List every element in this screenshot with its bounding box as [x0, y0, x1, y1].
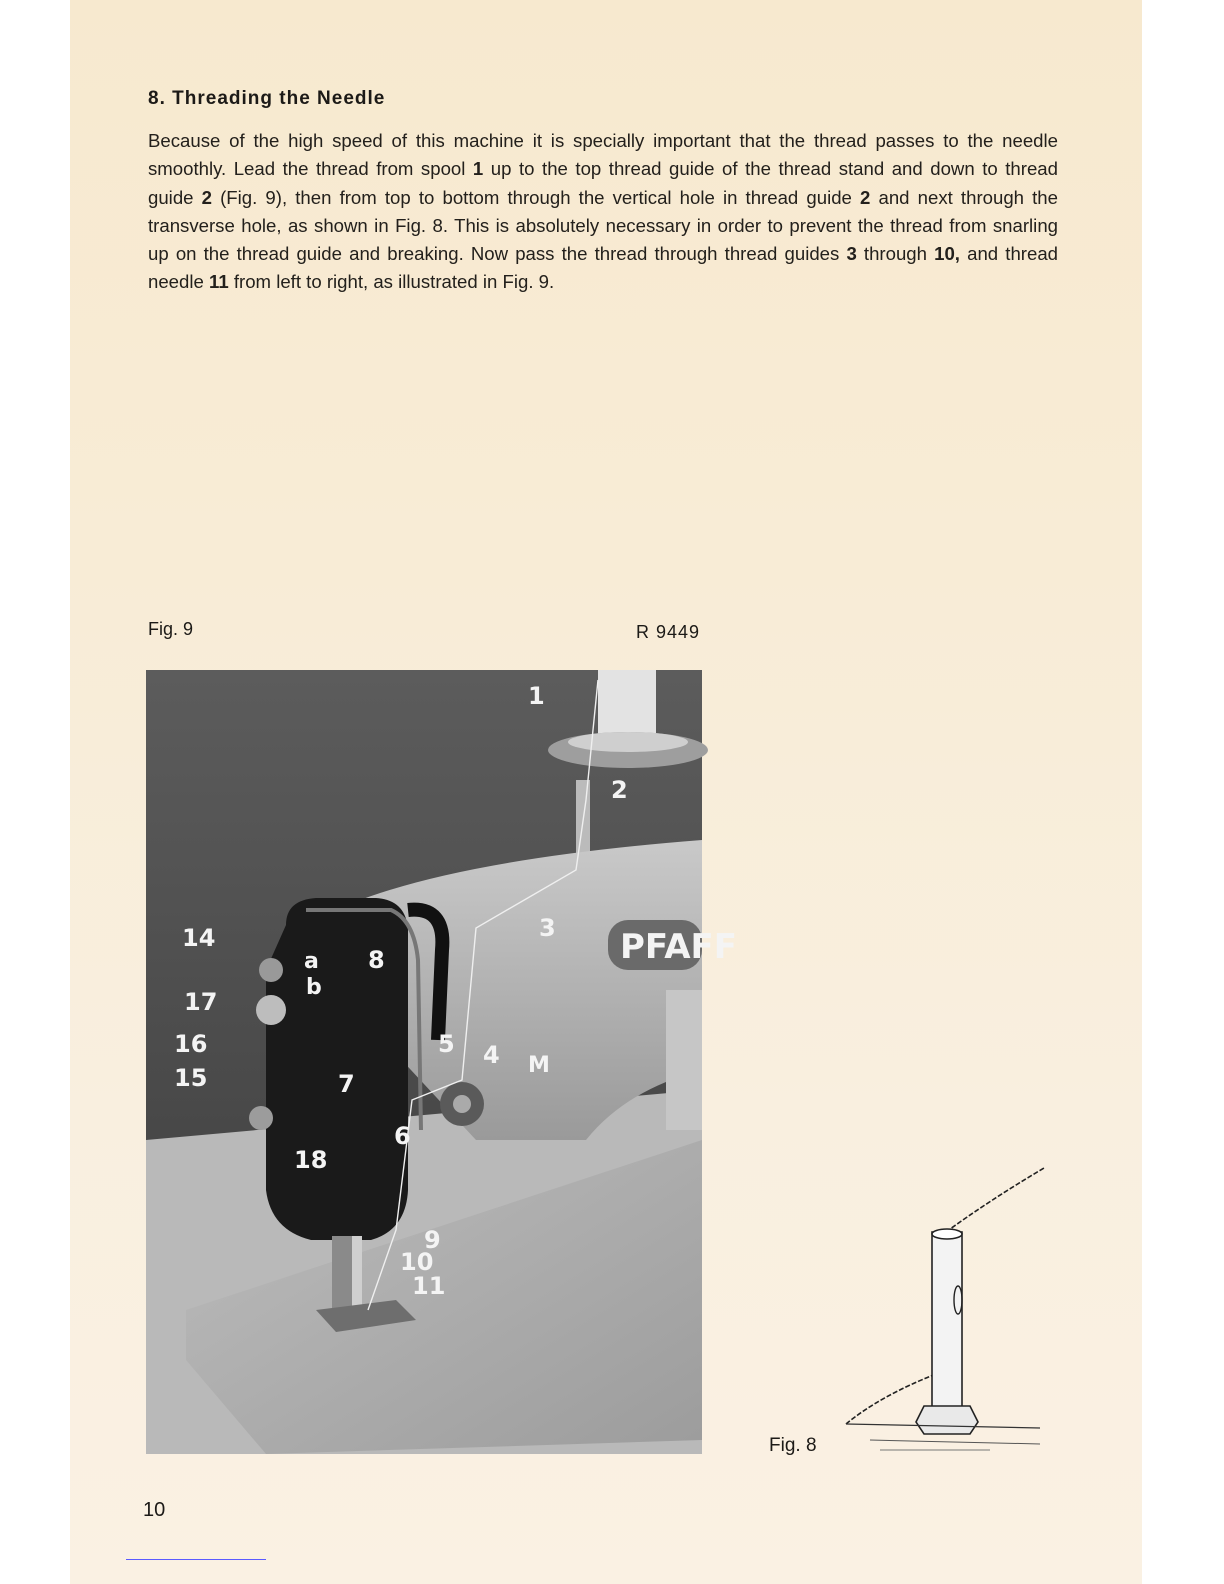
thread-guide-sketch	[840, 1160, 1050, 1460]
figure-reference-number: R 9449	[636, 622, 701, 642]
callout-9: 9	[424, 1226, 441, 1254]
callout-15: 15	[174, 1064, 208, 1092]
section-number: 8.	[148, 88, 166, 109]
callout-4: 4	[483, 1041, 500, 1069]
callout-5: 5	[438, 1030, 455, 1058]
text-run: and thread needle	[148, 243, 1058, 293]
callout-14: 14	[182, 924, 216, 952]
figure-9-label: Fig. 9	[148, 619, 194, 639]
section-title: Threading the Needle	[172, 88, 386, 109]
ref-guide-2: 2	[201, 186, 212, 208]
callout-b: b	[306, 975, 322, 1000]
ref-guide-2b: 2	[860, 186, 871, 208]
callout-m: M	[528, 1053, 550, 1078]
footer-divider	[126, 1559, 266, 1560]
callout-10: 10	[400, 1248, 434, 1276]
callout-17: 17	[184, 988, 218, 1016]
text-run: Because of the high speed of this machine it is specially important that the thread passes to the needle smoothly. Lead the thread from spool	[148, 130, 1058, 180]
pfaff-logo: PFAFF	[620, 927, 738, 967]
callout-a: a	[304, 949, 319, 974]
ref-guide-10: 10,	[934, 243, 960, 265]
ref-guide-3: 3	[846, 243, 857, 265]
callout-2: 2	[611, 776, 628, 804]
text-run: up to the top thread guide of the thread stand and down to thread guide	[148, 158, 1058, 208]
callout-7: 7	[338, 1070, 355, 1098]
text-run: and next through the transverse hole, as shown in Fig. 8. This is absolutely necessary in order to prevent the thread from snarling up on the thread guide and breaking. Now pass the thread through thread guides	[148, 186, 1058, 265]
instruction-paragraph	[148, 127, 1058, 297]
sewing-machine-photo	[146, 670, 738, 1454]
callout-8: 8	[368, 946, 385, 974]
page-number: 10	[143, 1499, 166, 1521]
ref-needle-11: 11	[209, 271, 229, 293]
callout-6: 6	[394, 1122, 411, 1150]
callout-1: 1	[528, 682, 545, 710]
callout-3: 3	[539, 914, 556, 942]
figure-8-label: Fig. 8	[769, 1435, 817, 1456]
callout-11: 11	[412, 1272, 446, 1300]
text-run: from left to right, as illustrated in Fig. 9.	[228, 271, 555, 293]
ref-spool: 1	[472, 158, 484, 180]
section-heading	[148, 88, 385, 110]
callout-16: 16	[174, 1030, 208, 1058]
text-run: through	[856, 243, 935, 265]
text-run: (Fig. 9), then from top to bottom through the vertical hole in thread guide	[211, 186, 861, 208]
callout-18: 18	[294, 1146, 328, 1174]
